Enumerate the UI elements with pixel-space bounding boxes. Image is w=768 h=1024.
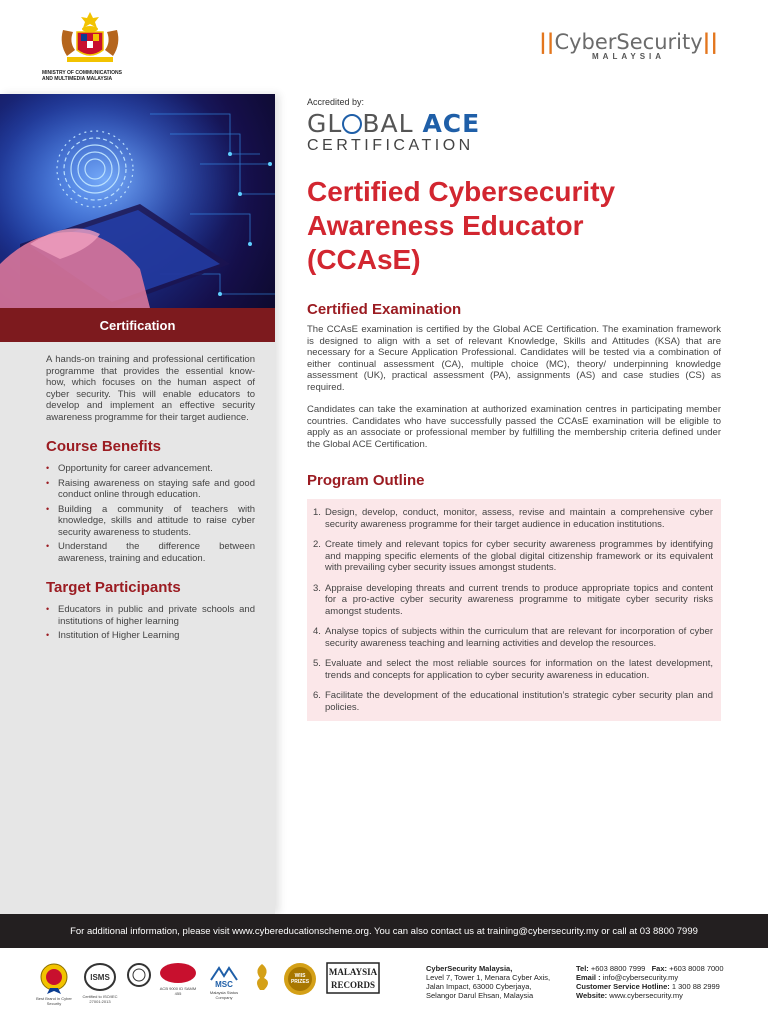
email-value[interactable]: info@cybersecurity.my — [602, 973, 679, 982]
contact-email-row — [576, 973, 724, 982]
list-item-text: Appraise developing threats and current trends to produce appropriate topics and content for a pro-active cyber security awareness programme to mitigate cyber security risks amongst students. — [325, 582, 713, 617]
list-item — [313, 658, 713, 681]
hero-image — [0, 94, 275, 308]
cybersecurity-malaysia-logo — [539, 30, 718, 61]
badge-caption: Malaysia Status Company — [209, 990, 239, 1000]
list-item: • Raising awareness on staying safe and good conduct online through education. — [46, 478, 255, 501]
csm-bar-left-icon: || — [539, 30, 555, 54]
csm-sub: MALAYSIA — [592, 52, 666, 61]
fax-label: Fax: — [651, 964, 667, 973]
global-ace-certification: CERTIFICATION — [307, 137, 474, 154]
page-title-line3: (CCAsE) — [307, 244, 421, 275]
badge-malaysia-records — [326, 962, 380, 994]
address-name: CyberSecurity Malaysia, — [426, 964, 513, 973]
tel-label: Tel: — [576, 964, 589, 973]
ministry-name-line1: MINISTRY OF COMMUNICATIONS — [42, 70, 122, 76]
list-item-number: 2. — [313, 539, 321, 550]
contact-phone-row — [576, 964, 724, 973]
list-item: • Understand the difference between awareness, training and education. — [46, 541, 255, 564]
program-outline-box — [307, 499, 721, 721]
left-body — [0, 342, 275, 642]
target-participants-list — [46, 604, 255, 642]
address-line3: Selangor Darul Ehsan, Malaysia — [426, 991, 534, 1000]
tel-value: +603 8800 7999 — [590, 964, 646, 973]
ministry-name-line2: AND MULTIMEDIA MALAYSIA — [42, 76, 113, 82]
intro-text: A hands-on training and professional certification programme that provides the essential know-how, which focuses on the human aspect of cyber security. This will enable educators to develop and implement an effective security awareness programme for their target audience. — [46, 354, 255, 423]
address-line2: Jalan Impact, 63000 Cyberjaya, — [426, 982, 532, 991]
list-item: • Institution of Higher Learning — [46, 630, 255, 642]
exam-paragraph-2: Candidates can take the examination at authorized examination centres in participating member countries. Candidates who have successfully passed the CCAsE examination will be eligible to apply as an associate or professional member by fulfilling the membership criteria defined under the Global ACE Certification. — [307, 404, 721, 450]
list-item-number: 4. — [313, 626, 321, 637]
global-ace-gl: GL — [307, 109, 343, 138]
badge-caption: Best Brand in Cyber Security — [36, 996, 72, 1006]
list-item: • Educators in public and private schools and institutions of higher learning — [46, 604, 255, 627]
fingerprint-tablet-illustration-icon — [0, 94, 275, 308]
page-title-line2: Awareness Educator — [307, 210, 584, 241]
global-ace-bal: BAL — [362, 109, 414, 138]
list-item-text: Facilitate the development of the educational institution’s strategic cyber security plan and policies. — [325, 690, 713, 713]
list-item-number: 6. — [313, 690, 321, 701]
contact-info-text: For additional information, please visit www.cybereducationscheme.org. You can also contact us at training@cybersecurity.my or call at 03 8800 7999 — [70, 925, 698, 937]
list-item-text: Evaluate and select the most reliable sources for information on the latest development, trends and concepts for application to cyber security awareness in education. — [325, 658, 713, 681]
certification-band — [0, 308, 275, 342]
program-outline-heading: Program Outline — [307, 472, 425, 489]
certified-examination-heading: Certified Examination — [307, 301, 462, 318]
list-item — [313, 539, 713, 574]
globe-icon — [342, 114, 362, 134]
program-outline-list — [313, 507, 713, 713]
list-item: • Opportunity for career advancement. — [46, 463, 255, 475]
badge-isms — [80, 962, 120, 1004]
wiis-prizes-icon — [280, 962, 320, 996]
list-item-number: 5. — [313, 658, 321, 669]
list-item — [313, 583, 713, 618]
svg-text:PRIZES: PRIZES — [290, 979, 310, 985]
list-item-text: Create timely and relevant topics for cyber security awareness programmes by identifying and mapping specific elements of the global digital citizenship framework or its equivalent with prevailing cyber security issues amongst students. — [325, 539, 713, 573]
csm-bar-right-icon: || — [702, 30, 718, 54]
organisation-address — [426, 964, 550, 1000]
msc-icon — [207, 962, 241, 988]
svg-text:MSC: MSC — [215, 980, 233, 988]
badge-wiis-prizes — [280, 962, 320, 996]
csm-brand-text — [539, 30, 718, 54]
hotline-label: Customer Service Hotline: — [576, 982, 670, 991]
certification-badges — [34, 962, 380, 1006]
email-label: Email : — [576, 973, 601, 982]
page-footer — [0, 948, 768, 1024]
isms-icon — [83, 962, 117, 992]
ministry-logo — [40, 10, 140, 82]
list-item-number: 3. — [313, 582, 321, 594]
best-brand-icon — [39, 962, 69, 994]
fax-value: +603 8008 7000 — [669, 964, 724, 973]
hotline-value: 1 300 88 2999 — [671, 982, 720, 991]
contact-info-bar — [0, 914, 768, 948]
contact-website-row — [576, 991, 724, 1000]
badge-standards — [158, 962, 198, 996]
exam-paragraph-1: The CCAsE examination is certified by the Global ACE Certification. The examination framework is designed to align with a set of relevant Knowledge, Skills and Attitudes (KSA) that are necessary for a Secure Application Professional. Candidates will be tested via a combination of either continual assessment (CA), multiple choice (MC), theory/ underpinning knowledge assessment (UK), practical assessment (PA), assignments (AS) and case studies (CS) as required. — [307, 324, 721, 393]
website-label: Website: — [576, 991, 608, 1000]
svg-text:MALAYSIA: MALAYSIA — [328, 967, 378, 977]
list-item — [313, 507, 713, 530]
page-title — [307, 175, 721, 277]
list-item-number: 1. — [313, 507, 321, 518]
list-item-text: Design, develop, conduct, monitor, assess, revise and maintain a comprehensive cyber security awareness programme for their target audience in education institutions. — [325, 507, 713, 530]
badge-best-brand — [34, 962, 74, 1006]
svg-text:ISMS: ISMS — [90, 973, 110, 982]
malaysia-records-icon — [326, 962, 380, 994]
course-benefits-list — [46, 463, 255, 564]
malaysia-coat-of-arms-icon — [53, 10, 127, 66]
certification-band-label: Certification — [99, 317, 176, 333]
contact-hotline-row — [576, 982, 724, 991]
badge-award — [250, 962, 274, 994]
standards-icon — [159, 962, 197, 984]
ministry-name — [40, 70, 140, 82]
global-ace-logo — [307, 111, 721, 155]
svg-text:RECORDS: RECORDS — [330, 980, 376, 990]
left-sidebar — [0, 94, 275, 914]
website-value[interactable]: www.cybersecurity.my — [609, 991, 683, 1000]
csm-brand: CyberSecurity — [554, 30, 703, 54]
list-item-text: Analyse topics of subjects within the curriculum that are relevant for incorporation of cyber security awareness teaching and learning activities and develop the resources. — [325, 626, 713, 649]
accredited-label: Accredited by: — [307, 97, 365, 107]
target-participants-heading: Target Participants — [46, 579, 181, 596]
global-ace-wordmark — [307, 111, 721, 137]
badge-caption: Certified to ISO/IEC 27001:2013 — [82, 994, 118, 1004]
badge-msc — [204, 962, 244, 1000]
quality-seal-icon — [126, 962, 152, 990]
badge-caption: ACB 9000 ID SAMM 455 — [159, 986, 197, 996]
page-header — [0, 0, 768, 94]
page-title-line1: Certified Cybersecurity — [307, 176, 616, 207]
global-ace-ace: ACE — [422, 109, 481, 138]
list-item — [313, 626, 713, 649]
list-item: • Building a community of teachers with knowledge, skills and attitude to raise cyber security awareness to students. — [46, 504, 255, 539]
address-line1: Level 7, Tower 1, Menara Cyber Axis, — [426, 973, 551, 982]
course-benefits-heading: Course Benefits — [46, 438, 162, 455]
main-content — [307, 94, 721, 721]
award-icon — [250, 962, 274, 994]
list-item — [313, 690, 713, 713]
svg-text:WIIS: WIIS — [294, 973, 306, 979]
badge-quality — [126, 962, 152, 990]
organisation-contact — [576, 964, 724, 1000]
